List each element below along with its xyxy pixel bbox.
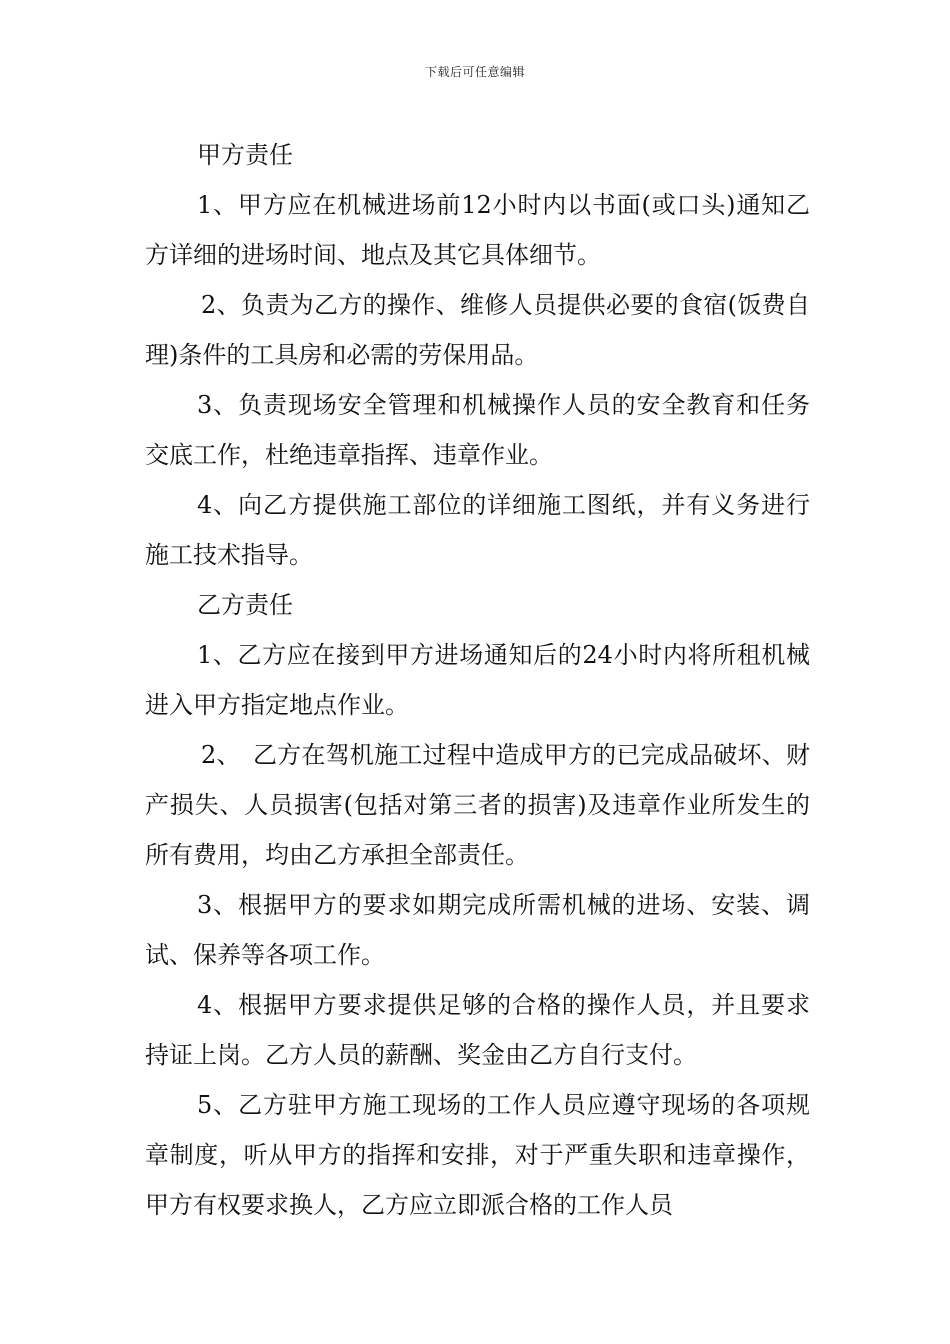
party-b-item-2: 2、 乙方在驾机施工过程中造成甲方的已完成品破坏、财产损失、人员损害(包括对第三者的损害)及违章作业所发生的所有费用，均由乙方承担全部责任。 — [145, 741, 810, 869]
party-a-item-1: 1、甲方应在机械进场前12小时内以书面(或口头)通知乙方详细的进场时间、地点及其它具体细节。 — [145, 191, 810, 269]
party-b-item-3: 3、根据甲方的要求如期完成所需机械的进场、安装、调试、保养等各项工作。 — [145, 891, 810, 969]
party-b-item-4: 4、根据甲方要求提供足够的合格的操作人员，并且要求持证上岗。乙方人员的薪酬、奖金由乙方自行支付。 — [145, 991, 810, 1069]
party-a-item-2: 2、负责为乙方的操作、维修人员提供必要的食宿(饭费自理)条件的工具房和必需的劳保用品。 — [145, 291, 810, 369]
document-body — [145, 130, 810, 1230]
page-header: 下载后可任意编辑 — [424, 65, 525, 79]
party-b-item-5: 5、乙方驻甲方施工现场的工作人员应遵守现场的各项规章制度，听从甲方的指挥和安排，对于严重失职和违章操作，甲方有权要求换人，乙方应立即派合格的工作人员 — [145, 1091, 810, 1219]
party-a-item-4: 4、向乙方提供施工部位的详细施工图纸，并有义务进行施工技术指导。 — [145, 491, 810, 569]
party-a-item-3: 3、负责现场安全管理和机械操作人员的安全教育和任务交底工作，杜绝违章指挥、违章作业。 — [145, 391, 810, 469]
section-title-party-a: 甲方责任 — [197, 141, 293, 169]
party-b-item-1: 1、乙方应在接到甲方进场通知后的24小时内将所租机械进入甲方指定地点作业。 — [145, 641, 810, 719]
section-title-party-b: 乙方责任 — [197, 591, 293, 619]
